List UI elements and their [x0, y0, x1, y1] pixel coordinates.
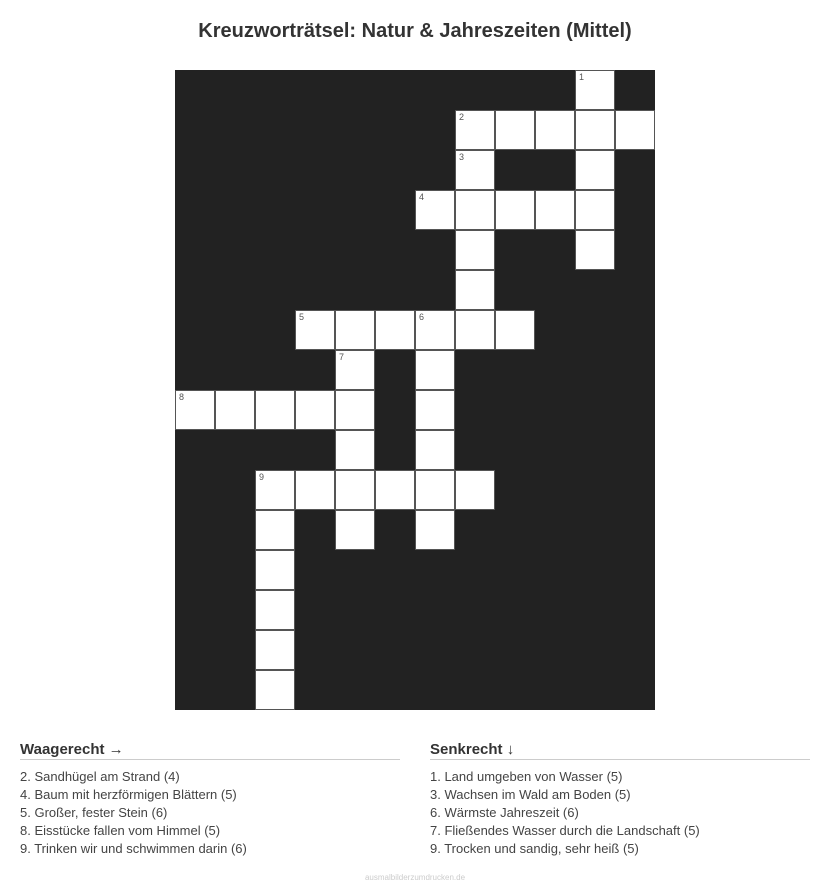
crossword-cell[interactable]: [575, 150, 615, 190]
crossword-cell[interactable]: [455, 270, 495, 310]
crossword-cell[interactable]: [255, 670, 295, 710]
clue-item: 9. Trocken und sandig, sehr heiß (5): [430, 841, 639, 856]
crossword-cell[interactable]: [335, 310, 375, 350]
crossword-cell[interactable]: [455, 150, 495, 190]
clue-item: 3. Wachsen im Wald am Boden (5): [430, 787, 631, 802]
crossword-cell[interactable]: [295, 390, 335, 430]
crossword-cell[interactable]: [335, 430, 375, 470]
crossword-cell[interactable]: [415, 510, 455, 550]
crossword-cell[interactable]: [455, 110, 495, 150]
crossword-cell[interactable]: [575, 190, 615, 230]
crossword-cell[interactable]: [255, 630, 295, 670]
crossword-grid: [175, 70, 655, 710]
crossword-cell[interactable]: [335, 470, 375, 510]
crossword-cell[interactable]: [255, 590, 295, 630]
crossword-cell[interactable]: [375, 470, 415, 510]
clue-item: 6. Wärmste Jahreszeit (6): [430, 805, 579, 820]
clue-item: 7. Fließendes Wasser durch die Landschaft (5): [430, 823, 700, 838]
crossword-cell[interactable]: [455, 310, 495, 350]
crossword-cell[interactable]: [415, 310, 455, 350]
clue-number: 7: [339, 352, 345, 362]
crossword-cell[interactable]: [295, 470, 335, 510]
down-clue-list: [430, 768, 810, 858]
clue-item: 4. Baum mit herzförmigen Blättern (5): [20, 787, 237, 802]
crossword-cell[interactable]: [415, 470, 455, 510]
crossword-cell[interactable]: [575, 110, 615, 150]
crossword-cell[interactable]: [335, 510, 375, 550]
across-clue-list: [20, 768, 400, 858]
clue-item: 2. Sandhügel am Strand (4): [20, 769, 180, 784]
crossword-cell[interactable]: [455, 230, 495, 270]
crossword-cell[interactable]: [295, 310, 335, 350]
crossword-cell[interactable]: [335, 390, 375, 430]
crossword-cell[interactable]: [455, 190, 495, 230]
crossword-cell[interactable]: [175, 390, 215, 430]
across-clues-section: [20, 741, 400, 858]
crossword-cell[interactable]: [575, 70, 615, 110]
crossword-cell[interactable]: [255, 390, 295, 430]
footer-source: ausmalbilderzumdrucken.de: [364, 873, 466, 882]
across-heading: Waagerecht →: [20, 741, 400, 760]
clue-item: 5. Großer, fester Stein (6): [20, 805, 168, 820]
down-clues-section: [430, 741, 810, 858]
page-title: Kreuzworträtsel: Natur & Jahreszeiten (Mittel): [198, 20, 632, 42]
clue-item: 9. Trinken wir und schwimmen darin (6): [20, 841, 247, 856]
crossword-cell[interactable]: [215, 390, 255, 430]
crossword-cell[interactable]: [615, 110, 655, 150]
crossword-cell[interactable]: [495, 310, 535, 350]
crossword-cell[interactable]: [255, 470, 295, 510]
clue-number: 4: [419, 192, 425, 202]
down-heading: Senkrecht ↓: [430, 741, 810, 760]
crossword-cell[interactable]: [415, 190, 455, 230]
crossword-cell[interactable]: [415, 390, 455, 430]
crossword-cell[interactable]: [255, 550, 295, 590]
clue-number: 9: [259, 472, 265, 482]
clue-number: 1: [579, 72, 585, 82]
clue-number: 6: [419, 312, 425, 322]
clue-number: 2: [459, 112, 465, 122]
crossword-cell[interactable]: [535, 110, 575, 150]
clue-number: 8: [179, 392, 185, 402]
crossword-cell[interactable]: [335, 350, 375, 390]
clue-number: 5: [299, 312, 305, 322]
crossword-cell[interactable]: [255, 510, 295, 550]
crossword-cell[interactable]: [535, 190, 575, 230]
clue-number: 3: [459, 152, 465, 162]
crossword-cell[interactable]: [415, 350, 455, 390]
crossword-cell[interactable]: [495, 110, 535, 150]
crossword-cell[interactable]: [455, 470, 495, 510]
crossword-cell[interactable]: [415, 430, 455, 470]
clue-item: 8. Eisstücke fallen vom Himmel (5): [20, 823, 221, 838]
crossword-cell[interactable]: [375, 310, 415, 350]
crossword-cell[interactable]: [575, 230, 615, 270]
clue-item: 1. Land umgeben von Wasser (5): [430, 769, 623, 784]
crossword-cell[interactable]: [495, 190, 535, 230]
